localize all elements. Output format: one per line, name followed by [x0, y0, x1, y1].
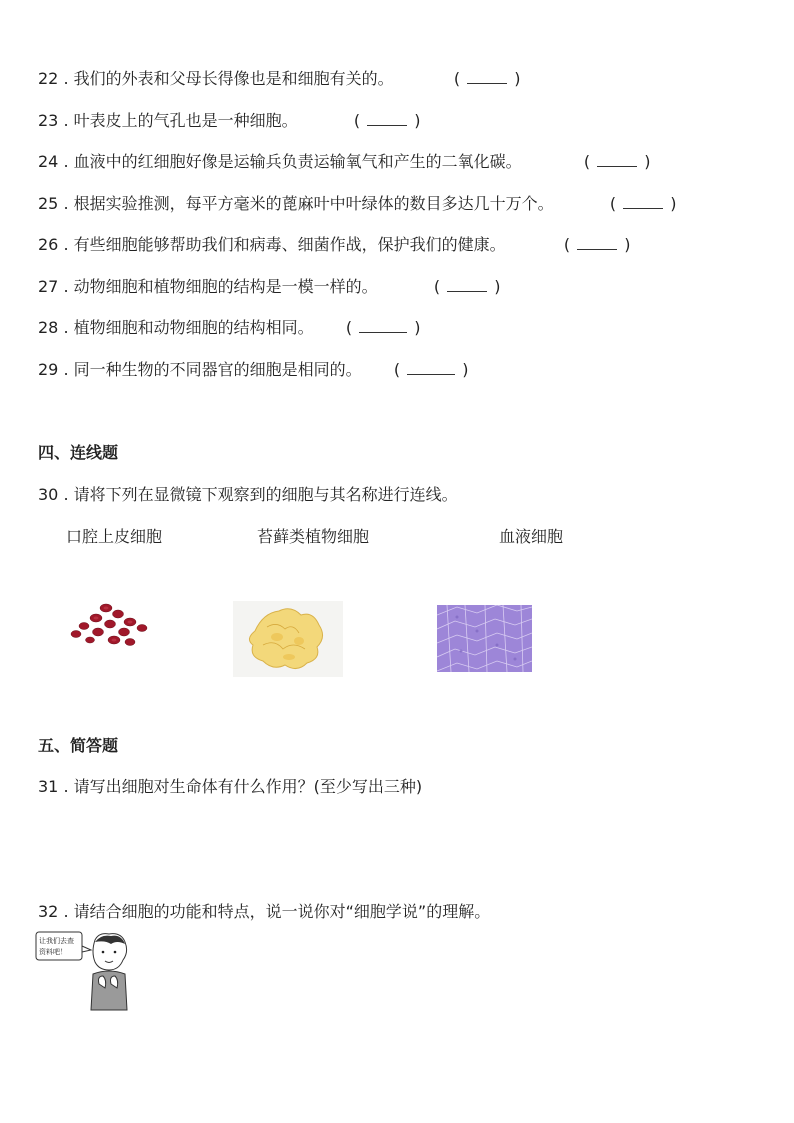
question-number: 25 — [38, 194, 59, 213]
cartoon-boy-illustration — [35, 930, 130, 1012]
question-number: 28 — [38, 318, 59, 337]
match-label-blood-cells[interactable]: 血液细胞 — [499, 527, 564, 546]
answer-blank[interactable] — [577, 235, 617, 250]
question-text: 动物细胞和植物细胞的结构是一模一样的。 — [73, 277, 378, 296]
answer-blank[interactable] — [447, 277, 487, 292]
tf-question-28: 28 . 植物细胞和动物细胞的结构相同。 ( ) — [38, 318, 421, 337]
answer-blank[interactable] — [597, 152, 637, 167]
question-text: 请结合细胞的功能和特点，说一说你对“细胞学说”的理解。 — [73, 902, 491, 921]
question-number: 31 — [38, 777, 59, 796]
tf-question-23: 23 . 叶表皮上的气孔也是一种细胞。 ( ) — [38, 111, 421, 130]
paren-close: ) — [414, 111, 421, 130]
answer-blank[interactable] — [367, 111, 407, 126]
paren-close: ) — [514, 69, 521, 88]
question-number: 30 — [38, 485, 59, 504]
question-number: 27 — [38, 277, 59, 296]
answer-blank[interactable] — [623, 194, 663, 209]
paren-open: ( — [345, 318, 353, 337]
paren-close: ) — [494, 277, 501, 296]
question-number: 32 — [38, 902, 59, 921]
question-30: 30 . 请将下列在显微镜下观察到的细胞与其名称进行连线。 — [38, 485, 458, 504]
bubble-text-line-1: 让我们去查 — [39, 937, 74, 945]
paren-open: ( — [393, 360, 401, 379]
tf-question-22: 22 . 我们的外表和父母长得像也是和细胞有关的。 ( ) — [38, 69, 521, 88]
question-text: 请将下列在显微镜下观察到的细胞与其名称进行连线。 — [73, 485, 458, 504]
section-heading-matching: 四、连线题 — [38, 443, 119, 462]
paren-open: ( — [609, 194, 617, 213]
tf-question-27: 27 . 动物细胞和植物细胞的结构是一模一样的。 ( ) — [38, 277, 501, 296]
question-number: 22 — [38, 69, 59, 88]
question-number: 23 — [38, 111, 59, 130]
answer-blank[interactable] — [407, 360, 455, 375]
red-blood-cells-image[interactable] — [66, 600, 150, 650]
tf-question-29: 29 . 同一种生物的不同器官的细胞是相同的。 ( ) — [38, 360, 469, 379]
red-blood-cells-graphic — [66, 600, 150, 650]
purple-cells-graphic — [437, 605, 532, 672]
moss-cells-graphic — [233, 601, 343, 677]
question-text: 根据实验推测，每平方毫米的蓖麻叶中叶绿体的数目多达几十万个。 — [73, 194, 554, 213]
question-text: 请写出细胞对生命体有什么作用？(至少写出三种) — [73, 777, 423, 796]
paren-open: ( — [353, 111, 361, 130]
bubble-text-line-2: 资料吧！ — [39, 948, 67, 956]
answer-blank[interactable] — [359, 318, 407, 333]
paren-close: ) — [624, 235, 631, 254]
paren-close: ) — [670, 194, 677, 213]
match-label-moss-plant[interactable]: 苔藓类植物细胞 — [257, 527, 370, 546]
section-heading-short-answer: 五、简答题 — [38, 736, 119, 755]
question-31: 31 . 请写出细胞对生命体有什么作用？(至少写出三种) — [38, 777, 423, 796]
paren-close: ) — [462, 360, 469, 379]
question-text: 有些细胞能够帮助我们和病毒、细菌作战，保护我们的健康。 — [73, 235, 506, 254]
paren-open: ( — [453, 69, 461, 88]
paren-open: ( — [583, 152, 591, 171]
paren-open: ( — [433, 277, 441, 296]
question-number: 29 — [38, 360, 59, 379]
question-text: 植物细胞和动物细胞的结构相同。 — [73, 318, 314, 337]
question-text: 血液中的红细胞好像是运输兵负责运输氧气和产生的二氧化碳。 — [73, 152, 522, 171]
moss-cells-image[interactable] — [233, 601, 343, 677]
question-text: 叶表皮上的气孔也是一种细胞。 — [73, 111, 298, 130]
match-label-oral-epithelial[interactable]: 口腔上皮细胞 — [66, 527, 163, 546]
paren-close: ) — [644, 152, 651, 171]
question-32: 32 . 请结合细胞的功能和特点，说一说你对“细胞学说”的理解。 — [38, 902, 491, 921]
question-text: 我们的外表和父母长得像也是和细胞有关的。 — [73, 69, 394, 88]
paren-close: ) — [414, 318, 421, 337]
question-number: 24 — [38, 152, 59, 171]
question-number: 26 — [38, 235, 59, 254]
cartoon-boy-graphic — [35, 930, 130, 1012]
purple-cells-image[interactable] — [437, 605, 532, 672]
tf-question-24: 24 . 血液中的红细胞好像是运输兵负责运输氧气和产生的二氧化碳。 ( ) — [38, 152, 651, 171]
tf-question-25: 25 . 根据实验推测，每平方毫米的蓖麻叶中叶绿体的数目多达几十万个。 ( ) — [38, 194, 677, 213]
tf-question-26: 26 . 有些细胞能够帮助我们和病毒、细菌作战，保护我们的健康。 ( ) — [38, 235, 631, 254]
answer-blank[interactable] — [467, 69, 507, 84]
question-text: 同一种生物的不同器官的细胞是相同的。 — [73, 360, 362, 379]
paren-open: ( — [563, 235, 571, 254]
